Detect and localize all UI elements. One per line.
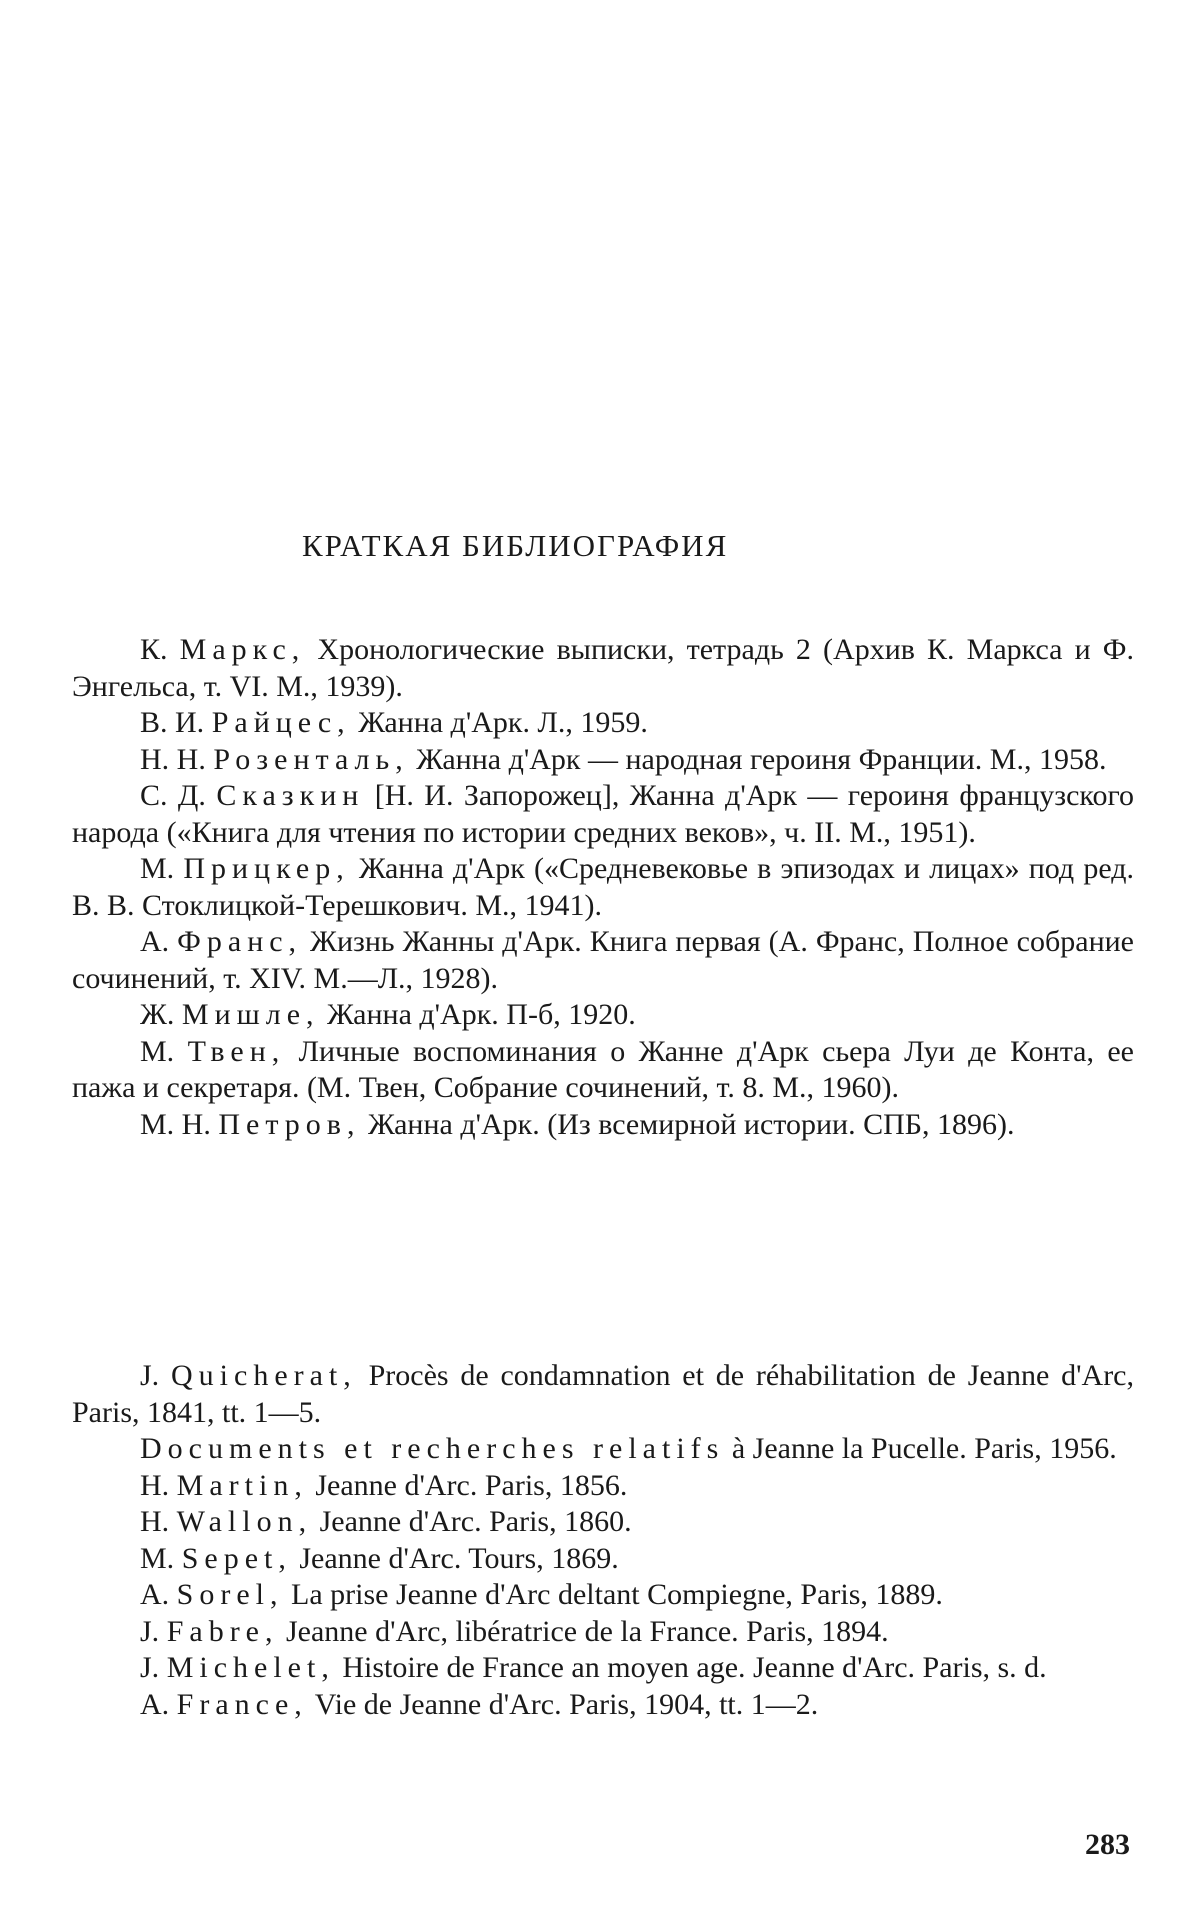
entry-text: Procès de condamnation et de réhabilitation de Jeanne d'Arc, Paris, 1841, tt. 1—5. <box>72 1359 1134 1429</box>
bibliography-entry <box>72 1431 1134 1468</box>
entry-text: Histoire de France an moyen age. Jeanne d'Arc. Paris, s. d. <box>334 1651 1047 1684</box>
bibliography-entry <box>72 705 1134 742</box>
entry-initials: М. <box>140 852 175 885</box>
entry-text: à Jeanne la Pucelle. Paris, 1956. <box>724 1432 1117 1465</box>
entry-initials: J. <box>140 1651 160 1684</box>
bibliography-entry <box>72 1034 1134 1107</box>
bibliography-entry <box>72 924 1134 997</box>
entry-text: Жанна д'Арк. Л., 1959. <box>350 706 648 739</box>
entry-text: Jeanne d'Arc, libératrice de la France. Paris, 1894. <box>278 1614 889 1648</box>
bibliography-russian <box>72 632 1134 1143</box>
entry-initials: К. <box>140 633 168 666</box>
page-number: 283 <box>1085 1828 1130 1861</box>
entry-author: Sorel, <box>176 1578 284 1611</box>
entry-initials: М. Н. <box>140 1107 211 1141</box>
entry-author: Fabre, <box>166 1614 279 1648</box>
bibliography-entry <box>72 1687 1134 1724</box>
entry-author: Мишле, <box>181 998 320 1031</box>
bibliography-entry <box>72 1541 1134 1578</box>
entry-text: Жанна д'Арк («Средневековье в эпизодах и лицах» под ред. В. В. Стоклицкой-Терешкович. М., 1941). <box>72 852 1134 922</box>
entry-author: Martin, <box>176 1468 308 1502</box>
bibliography-entry <box>72 997 1134 1034</box>
entry-author: Маркс, <box>179 633 306 666</box>
entry-author: Райцес, <box>211 706 351 739</box>
entry-author: Петров, <box>218 1107 361 1141</box>
bibliography-entry <box>72 742 1134 779</box>
bibliography-entry <box>72 1650 1134 1687</box>
entry-author: Quicherat, <box>171 1359 357 1392</box>
entry-author: Сказкин <box>216 779 365 812</box>
entry-text: Жанна д'Арк — народная героиня Франции. М., 1958. <box>408 742 1107 776</box>
page-title: КРАТКАЯ БИБЛИОГРАФИЯ <box>302 528 729 563</box>
entry-text: Jeanne d'Arc. Paris, 1856. <box>307 1468 628 1502</box>
entry-author: Michelet, <box>166 1651 335 1684</box>
entry-author: Франс, <box>177 925 303 958</box>
entry-author: Прицкер, <box>183 852 350 885</box>
entry-author: Sepet, <box>181 1541 292 1575</box>
entry-text: Жанна д'Арк. П-б, 1920. <box>319 998 636 1031</box>
bibliography-french <box>72 1358 1134 1723</box>
entry-text: Жанна д'Арк. (Из всемирной истории. СПБ, 1896). <box>360 1107 1015 1141</box>
entry-text: Хронологические выписки, тетрадь 2 (Архив К. Маркса и Ф. Энгельса, т. VI. М., 1939). <box>72 633 1135 703</box>
entry-initials: A. <box>140 1687 170 1721</box>
entry-initials: H. <box>140 1468 170 1502</box>
entry-author: France, <box>176 1687 308 1721</box>
bibliography-entry <box>72 1577 1134 1614</box>
entry-initials: A. <box>140 1578 170 1611</box>
bibliography-entry <box>72 1468 1134 1505</box>
entry-text: Vie de Jeanne d'Arc. Paris, 1904, tt. 1—2. <box>307 1687 819 1721</box>
entry-initials: В. И. <box>140 706 205 739</box>
entry-text: [Н. И. Запорожец], Жанна д'Арк — героиня французского народа («Книга для чтения по истории средних веков», ч. II. М., 1951). <box>72 779 1134 849</box>
entry-initials: J. <box>140 1359 160 1392</box>
entry-initials: С. Д. <box>140 779 206 812</box>
entry-author: Documents et recherches relatifs <box>140 1432 725 1465</box>
entry-initials: M. <box>140 1541 175 1575</box>
entry-text: Личные воспоминания о Жанне д'Арк сьера Луи де Конта, ее пажа и секретаря. (М. Твен, Собрание сочинений, т. 8. М., 1960). <box>72 1034 1134 1104</box>
entry-author: Твен, <box>187 1034 286 1068</box>
bibliography-entry <box>72 1107 1134 1144</box>
entry-initials: А. <box>140 925 170 958</box>
bibliography-entry <box>72 632 1134 705</box>
entry-author: Розенталь, <box>213 742 409 776</box>
bibliography-entry <box>72 1358 1134 1431</box>
entry-initials: М. <box>140 1034 175 1068</box>
entry-author: Wallon, <box>176 1505 313 1538</box>
entry-initials: Н. Н. <box>140 742 206 776</box>
entry-initials: H. <box>140 1505 170 1538</box>
bibliography-entry <box>72 1504 1134 1541</box>
entry-text: La prise Jeanne d'Arc deltant Compiegne, Paris, 1889. <box>283 1578 943 1611</box>
entry-text: Jeanne d'Arc. Tours, 1869. <box>291 1541 619 1575</box>
bibliography-entry <box>72 851 1134 924</box>
bibliography-entry <box>72 778 1134 851</box>
entry-text: Жизнь Жанны д'Арк. Книга первая (А. Франс, Полное собрание сочинений, т. XIV. М.—Л., 1928). <box>72 925 1134 995</box>
entry-text: Jeanne d'Arc. Paris, 1860. <box>312 1505 632 1538</box>
entry-initials: J. <box>140 1614 160 1648</box>
entry-initials: Ж. <box>140 998 175 1031</box>
bibliography-entry <box>72 1614 1134 1651</box>
